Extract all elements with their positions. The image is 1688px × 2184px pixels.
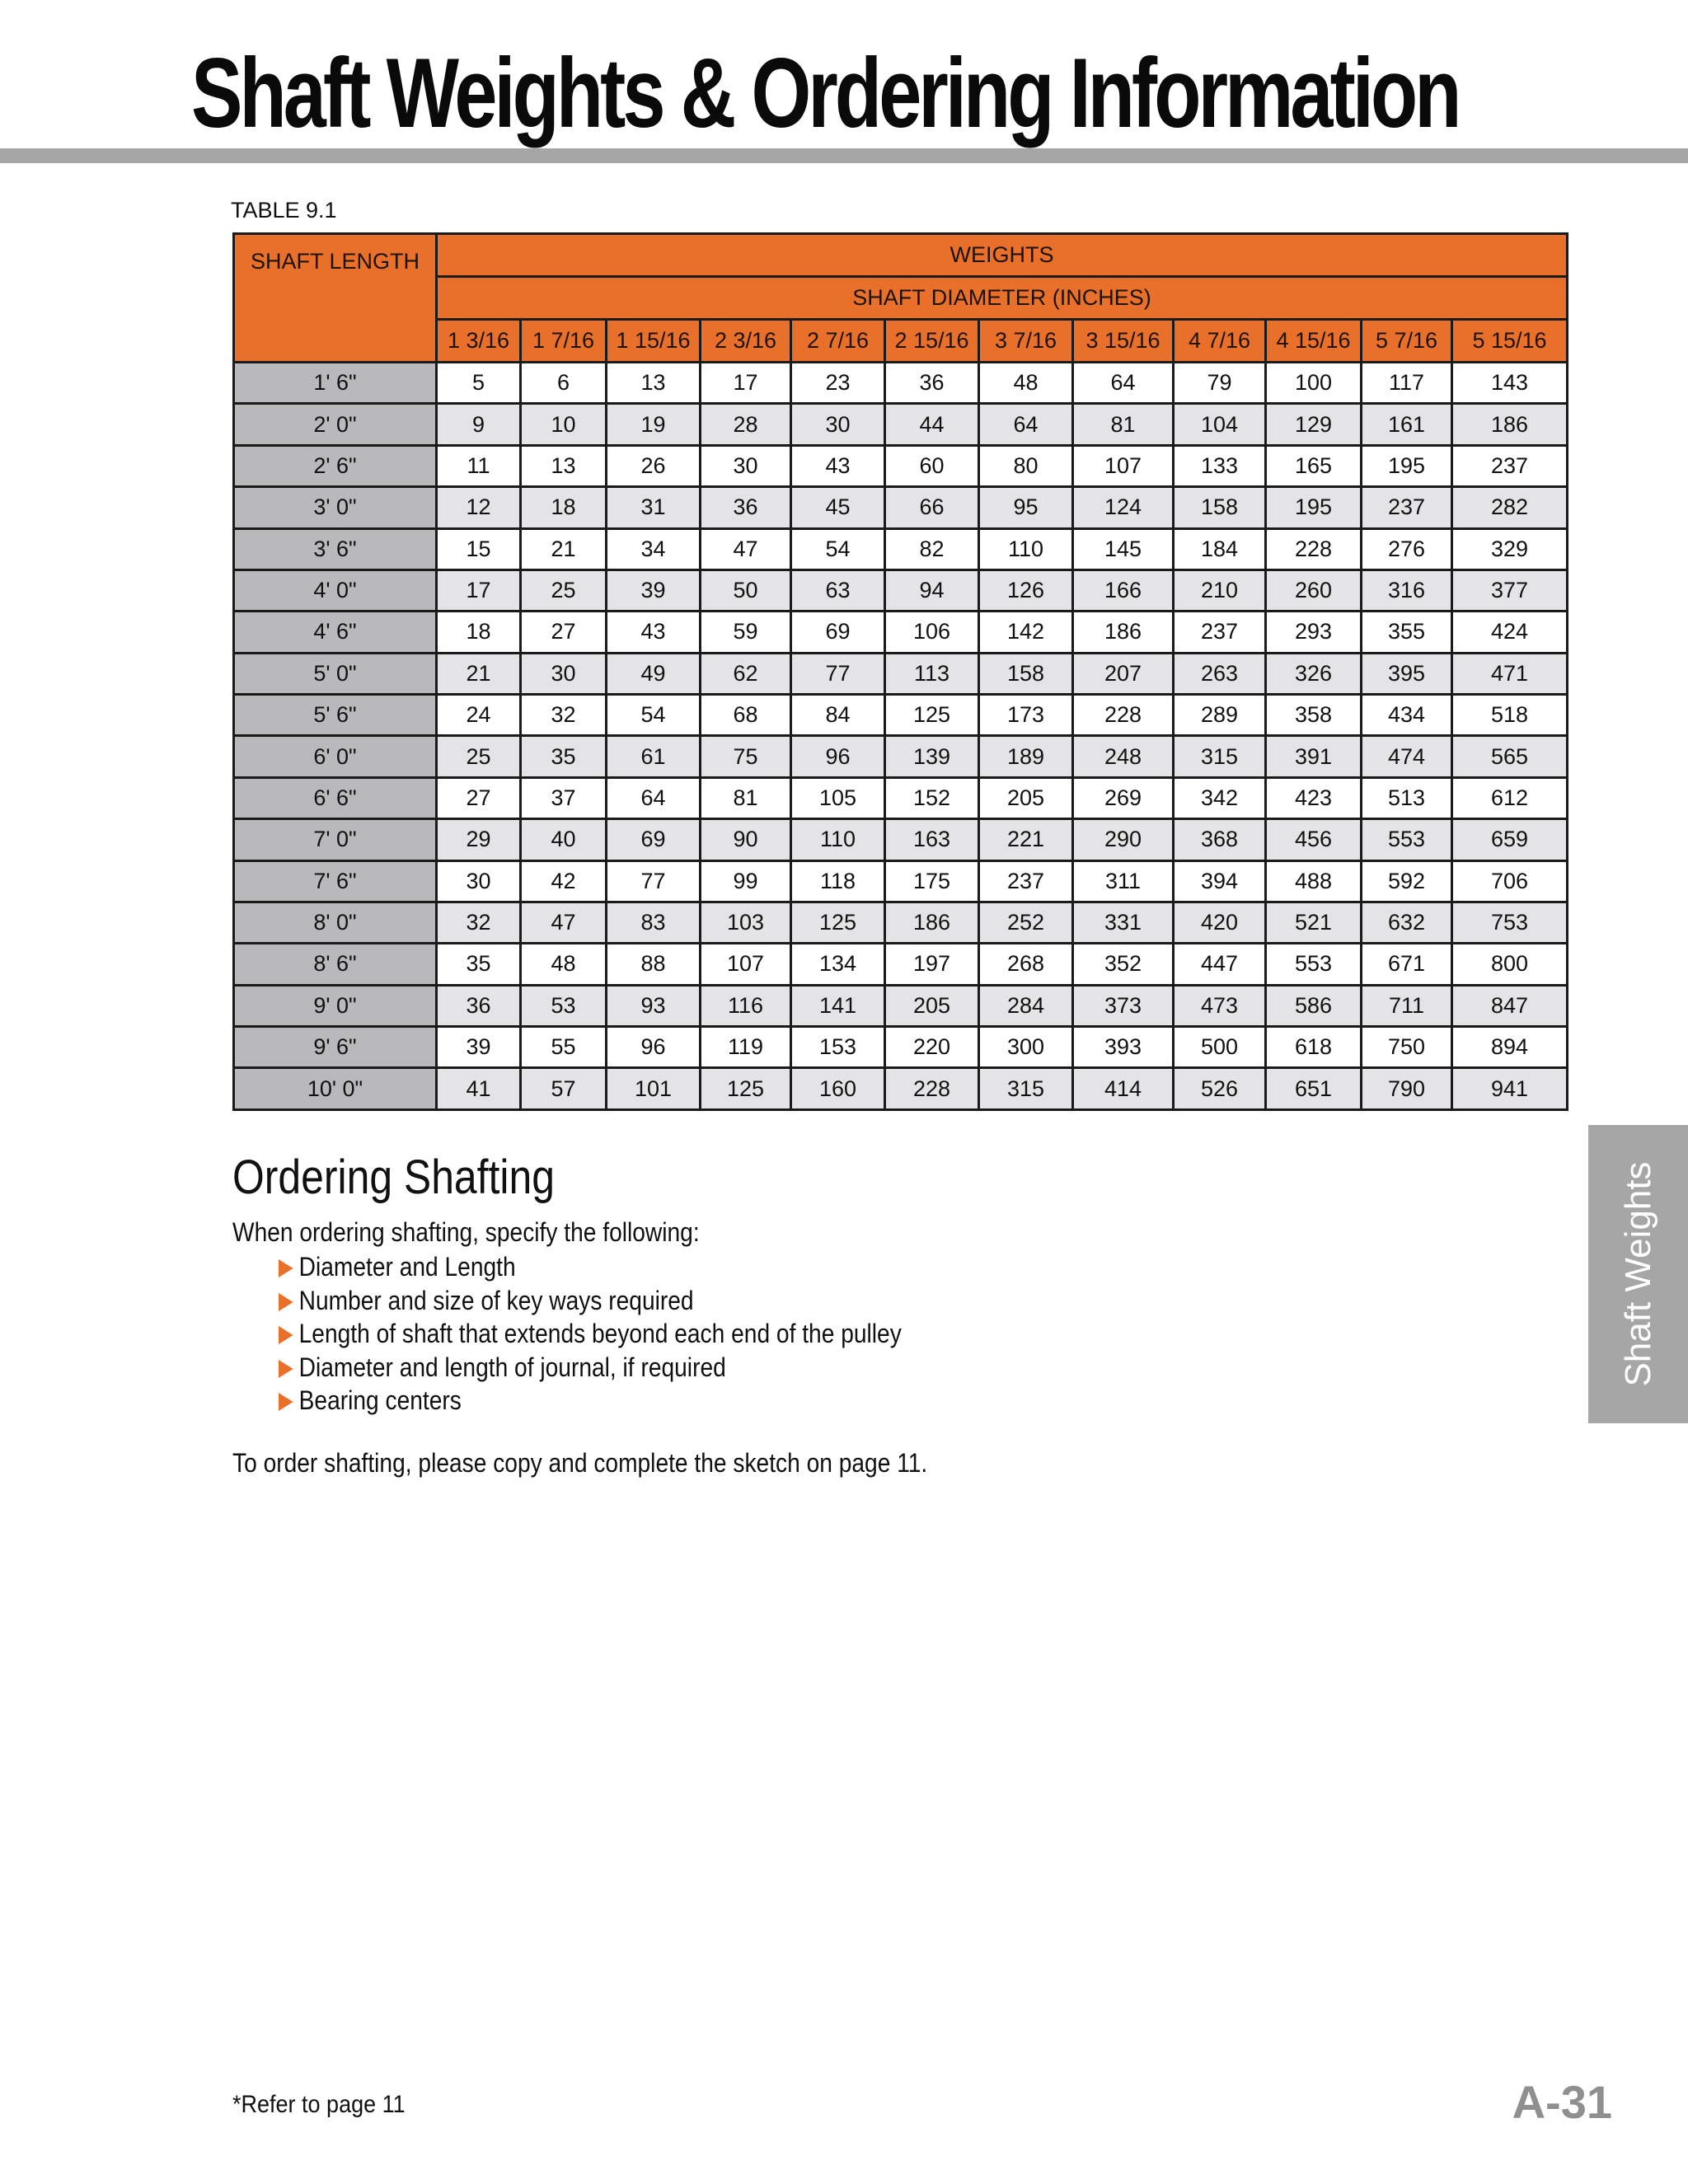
- weight-cell: 237: [1452, 445, 1568, 486]
- weight-cell: 711: [1362, 985, 1452, 1026]
- weight-cell: 93: [607, 985, 701, 1026]
- shaft-length-cell: 2' 0": [234, 404, 437, 445]
- diameter-header: 5 7/16: [1362, 320, 1452, 363]
- weight-cell: 30: [791, 404, 885, 445]
- footnote: *Refer to page 11: [232, 2091, 406, 2118]
- page-title: Shaft Weights & Ordering Information: [191, 38, 1459, 148]
- weight-cell: 316: [1362, 569, 1452, 611]
- weight-cell: 237: [1174, 612, 1266, 653]
- weight-cell: 94: [885, 569, 979, 611]
- shaft-length-cell: 9' 6": [234, 1027, 437, 1068]
- weight-cell: 553: [1362, 819, 1452, 860]
- weight-cell: 252: [979, 902, 1073, 943]
- diameter-header: 3 15/16: [1073, 320, 1174, 363]
- weight-cell: 116: [701, 985, 791, 1026]
- weight-cell: 133: [1174, 445, 1266, 486]
- weight-cell: 618: [1266, 1027, 1362, 1068]
- weight-cell: 103: [701, 902, 791, 943]
- weight-cell: 129: [1266, 404, 1362, 445]
- weight-cell: 39: [607, 569, 701, 611]
- weight-cell: 43: [607, 612, 701, 653]
- weight-cell: 471: [1452, 653, 1568, 694]
- weight-cell: 141: [791, 985, 885, 1026]
- weight-cell: 373: [1073, 985, 1174, 1026]
- table-row: [234, 612, 1568, 653]
- weight-cell: 42: [521, 860, 607, 902]
- weight-cell: 205: [885, 985, 979, 1026]
- list-item: [279, 1351, 902, 1385]
- triangle-bullet-icon: [279, 1393, 293, 1411]
- ordering-heading: Ordering Shafting: [232, 1151, 555, 1204]
- weight-cell: 293: [1266, 612, 1362, 653]
- weight-cell: 29: [437, 819, 521, 860]
- shaft-length-cell: 9' 0": [234, 985, 437, 1026]
- table-row: [234, 695, 1568, 736]
- weight-cell: 53: [521, 985, 607, 1026]
- list-item-text: Bearing centers: [298, 1385, 462, 1415]
- weight-cell: 521: [1266, 902, 1362, 943]
- weight-cell: 24: [437, 695, 521, 736]
- diameter-header: 2 15/16: [885, 320, 979, 363]
- weight-cell: 31: [607, 487, 701, 528]
- diameter-header: 2 7/16: [791, 320, 885, 363]
- weight-cell: 300: [979, 1027, 1073, 1068]
- weight-cell: 518: [1452, 695, 1568, 736]
- weight-cell: 19: [607, 404, 701, 445]
- weight-cell: 107: [1073, 445, 1174, 486]
- weight-cell: 195: [1362, 445, 1452, 486]
- weight-cell: 434: [1362, 695, 1452, 736]
- diameter-header: 2 3/16: [701, 320, 791, 363]
- weight-cell: 145: [1073, 528, 1174, 569]
- weight-cell: 32: [437, 902, 521, 943]
- weight-cell: 48: [979, 363, 1073, 404]
- weight-cell: 47: [521, 902, 607, 943]
- weight-cell: 474: [1362, 736, 1452, 777]
- weight-cell: 18: [437, 612, 521, 653]
- weight-cell: 414: [1073, 1068, 1174, 1110]
- diameter-header: 4 15/16: [1266, 320, 1362, 363]
- weight-cell: 207: [1073, 653, 1174, 694]
- weight-cell: 39: [437, 1027, 521, 1068]
- weight-cell: 30: [701, 445, 791, 486]
- weight-cell: 26: [607, 445, 701, 486]
- weight-cell: 110: [791, 819, 885, 860]
- list-item: [279, 1317, 902, 1351]
- shaft-length-cell: 2' 6": [234, 445, 437, 486]
- weight-cell: 54: [607, 695, 701, 736]
- weight-cell: 228: [1073, 695, 1174, 736]
- weight-cell: 57: [521, 1068, 607, 1110]
- weight-cell: 63: [791, 569, 885, 611]
- shaft-length-cell: 8' 0": [234, 902, 437, 943]
- weight-cell: 260: [1266, 569, 1362, 611]
- weight-cell: 27: [437, 777, 521, 818]
- weight-cell: 36: [437, 985, 521, 1026]
- weight-cell: 315: [979, 1068, 1073, 1110]
- weight-cell: 28: [701, 404, 791, 445]
- ordering-intro: When ordering shafting, specify the following:: [232, 1217, 700, 1247]
- weight-cell: 27: [521, 612, 607, 653]
- weight-cell: 326: [1266, 653, 1362, 694]
- weight-cell: 290: [1073, 819, 1174, 860]
- weight-cell: 565: [1452, 736, 1568, 777]
- weight-cell: 60: [885, 445, 979, 486]
- weight-cell: 106: [885, 612, 979, 653]
- weight-cell: 276: [1362, 528, 1452, 569]
- weight-cell: 64: [607, 777, 701, 818]
- shaft-length-cell: 10' 0": [234, 1068, 437, 1110]
- weight-cell: 36: [701, 487, 791, 528]
- weight-cell: 6: [521, 363, 607, 404]
- weight-cell: 173: [979, 695, 1073, 736]
- weight-cell: 125: [791, 902, 885, 943]
- weight-cell: 81: [701, 777, 791, 818]
- ordering-list: [279, 1250, 987, 1418]
- weight-cell: 117: [1362, 363, 1452, 404]
- table-row: [234, 985, 1568, 1026]
- weight-cell: 45: [791, 487, 885, 528]
- triangle-bullet-icon: [279, 1326, 293, 1344]
- weight-cell: 315: [1174, 736, 1266, 777]
- table-row: [234, 528, 1568, 569]
- shaft-length-header: [234, 234, 437, 363]
- weight-cell: 352: [1073, 944, 1174, 985]
- weight-cell: 210: [1174, 569, 1266, 611]
- weight-cell: 750: [1362, 1027, 1452, 1068]
- weight-cell: 153: [791, 1027, 885, 1068]
- weight-cell: 228: [885, 1068, 979, 1110]
- weight-cell: 66: [885, 487, 979, 528]
- weight-cell: 420: [1174, 902, 1266, 943]
- weight-cell: 32: [521, 695, 607, 736]
- weight-cell: 37: [521, 777, 607, 818]
- weight-cell: 184: [1174, 528, 1266, 569]
- table-row: [234, 487, 1568, 528]
- weight-cell: 43: [791, 445, 885, 486]
- weight-cell: 220: [885, 1027, 979, 1068]
- weight-cell: 894: [1452, 1027, 1568, 1068]
- weight-cell: 391: [1266, 736, 1362, 777]
- weight-cell: 101: [607, 1068, 701, 1110]
- weights-header: WEIGHTS: [437, 234, 1568, 277]
- weight-cell: 424: [1452, 612, 1568, 653]
- weight-cell: 175: [885, 860, 979, 902]
- weight-cell: 377: [1452, 569, 1568, 611]
- weight-cell: 941: [1452, 1068, 1568, 1110]
- weight-cell: 30: [521, 653, 607, 694]
- diameter-header: 1 15/16: [607, 320, 701, 363]
- weight-cell: 142: [979, 612, 1073, 653]
- weight-cell: 81: [1073, 404, 1174, 445]
- weight-cell: 95: [979, 487, 1073, 528]
- diameter-header: 5 15/16: [1452, 320, 1568, 363]
- table-row: [234, 860, 1568, 902]
- list-item: [279, 1284, 902, 1318]
- weight-cell: 35: [521, 736, 607, 777]
- weight-cell: 113: [885, 653, 979, 694]
- list-item-text: Length of shaft that extends beyond each end of the pulley: [298, 1319, 902, 1348]
- weight-cell: 456: [1266, 819, 1362, 860]
- weight-cell: 77: [607, 860, 701, 902]
- weight-cell: 651: [1266, 1068, 1362, 1110]
- diameter-header: 1 7/16: [521, 320, 607, 363]
- table-row: [234, 404, 1568, 445]
- weight-cell: 513: [1362, 777, 1452, 818]
- weight-cell: 329: [1452, 528, 1568, 569]
- weight-cell: 289: [1174, 695, 1266, 736]
- weight-cell: 355: [1362, 612, 1452, 653]
- diameter-header: 1 3/16: [437, 320, 521, 363]
- shaft-length-cell: 3' 0": [234, 487, 437, 528]
- weight-cell: 40: [521, 819, 607, 860]
- weight-cell: 205: [979, 777, 1073, 818]
- weight-cell: 118: [791, 860, 885, 902]
- shaft-length-cell: 8' 6": [234, 944, 437, 985]
- weight-cell: 586: [1266, 985, 1362, 1026]
- weight-cell: 186: [1452, 404, 1568, 445]
- table-label: TABLE 9.1: [231, 198, 337, 223]
- weight-cell: 64: [979, 404, 1073, 445]
- weight-cell: 96: [791, 736, 885, 777]
- weight-cell: 10: [521, 404, 607, 445]
- weight-cell: 5: [437, 363, 521, 404]
- weight-cell: 62: [701, 653, 791, 694]
- weight-cell: 221: [979, 819, 1073, 860]
- weight-cell: 54: [791, 528, 885, 569]
- weight-cell: 311: [1073, 860, 1174, 902]
- triangle-bullet-icon: [279, 1293, 293, 1311]
- weight-cell: 69: [607, 819, 701, 860]
- weight-cell: 139: [885, 736, 979, 777]
- weight-cell: 163: [885, 819, 979, 860]
- weight-cell: 143: [1452, 363, 1568, 404]
- weight-cell: 96: [607, 1027, 701, 1068]
- table-row: [234, 819, 1568, 860]
- weight-cell: 104: [1174, 404, 1266, 445]
- list-item-text: Diameter and length of journal, if required: [298, 1352, 726, 1382]
- list-item-text: Number and size of key ways required: [298, 1285, 694, 1315]
- weight-cell: 473: [1174, 985, 1266, 1026]
- weight-cell: 592: [1362, 860, 1452, 902]
- shaft-length-cell: 5' 0": [234, 653, 437, 694]
- weight-cell: 186: [1073, 612, 1174, 653]
- weight-cell: 15: [437, 528, 521, 569]
- shaft-length-cell: 7' 6": [234, 860, 437, 902]
- weight-cell: 847: [1452, 985, 1568, 1026]
- weight-cell: 125: [701, 1068, 791, 1110]
- weight-cell: 358: [1266, 695, 1362, 736]
- weight-cell: 124: [1073, 487, 1174, 528]
- table-row: [234, 445, 1568, 486]
- shaft-length-cell: 5' 6": [234, 695, 437, 736]
- table-row: [234, 777, 1568, 818]
- weight-cell: 69: [791, 612, 885, 653]
- weight-cell: 500: [1174, 1027, 1266, 1068]
- weight-cell: 105: [791, 777, 885, 818]
- weight-cell: 166: [1073, 569, 1174, 611]
- ordering-closing: To order shafting, please copy and complete the sketch on page 11.: [232, 1448, 928, 1478]
- weight-cell: 50: [701, 569, 791, 611]
- shaft-length-cell: 7' 0": [234, 819, 437, 860]
- weight-cell: 526: [1174, 1068, 1266, 1110]
- weight-cell: 30: [437, 860, 521, 902]
- table-row: [234, 363, 1568, 404]
- list-item: [279, 1384, 902, 1418]
- weight-cell: 284: [979, 985, 1073, 1026]
- weight-cell: 82: [885, 528, 979, 569]
- weight-cell: 13: [607, 363, 701, 404]
- table-row: [234, 1027, 1568, 1068]
- weight-cell: 125: [885, 695, 979, 736]
- weight-cell: 160: [791, 1068, 885, 1110]
- weight-cell: 21: [521, 528, 607, 569]
- list-item-text: Diameter and Length: [298, 1252, 516, 1282]
- weight-cell: 186: [885, 902, 979, 943]
- weight-cell: 25: [521, 569, 607, 611]
- weight-cell: 706: [1452, 860, 1568, 902]
- weight-cell: 21: [437, 653, 521, 694]
- weight-cell: 268: [979, 944, 1073, 985]
- weight-cell: 612: [1452, 777, 1568, 818]
- weight-cell: 632: [1362, 902, 1452, 943]
- weight-cell: 800: [1452, 944, 1568, 985]
- weight-cell: 9: [437, 404, 521, 445]
- weight-cell: 165: [1266, 445, 1362, 486]
- weight-cell: 77: [791, 653, 885, 694]
- weight-cell: 134: [791, 944, 885, 985]
- weight-cell: 36: [885, 363, 979, 404]
- shaft-length-cell: 6' 6": [234, 777, 437, 818]
- title-rule: [0, 148, 1688, 163]
- table-row: [234, 653, 1568, 694]
- list-item: [279, 1250, 902, 1284]
- diameter-header: 4 7/16: [1174, 320, 1266, 363]
- side-tab-label: Shaft Weights: [1617, 1161, 1658, 1387]
- weight-cell: 189: [979, 736, 1073, 777]
- weight-cell: 41: [437, 1068, 521, 1110]
- triangle-bullet-icon: [279, 1259, 293, 1277]
- table-row: [234, 944, 1568, 985]
- weight-cell: 79: [1174, 363, 1266, 404]
- weight-cell: 100: [1266, 363, 1362, 404]
- weights-body: [234, 363, 1568, 1110]
- weight-cell: 393: [1073, 1027, 1174, 1068]
- weight-cell: 12: [437, 487, 521, 528]
- table-row: [234, 1068, 1568, 1110]
- weight-cell: 394: [1174, 860, 1266, 902]
- side-tab[interactable]: [1588, 1125, 1688, 1423]
- weight-cell: 84: [791, 695, 885, 736]
- weight-cell: 17: [701, 363, 791, 404]
- weight-cell: 158: [1174, 487, 1266, 528]
- weight-cell: 488: [1266, 860, 1362, 902]
- weight-cell: 395: [1362, 653, 1452, 694]
- weight-cell: 331: [1073, 902, 1174, 943]
- weight-cell: 282: [1452, 487, 1568, 528]
- weight-cell: 23: [791, 363, 885, 404]
- weight-cell: 88: [607, 944, 701, 985]
- weight-cell: 17: [437, 569, 521, 611]
- weight-cell: 753: [1452, 902, 1568, 943]
- weight-cell: 790: [1362, 1068, 1452, 1110]
- table-row: [234, 736, 1568, 777]
- weight-cell: 119: [701, 1027, 791, 1068]
- weight-cell: 195: [1266, 487, 1362, 528]
- shaft-length-cell: 4' 6": [234, 612, 437, 653]
- shaft-length-cell: 4' 0": [234, 569, 437, 611]
- shaft-length-cell: 3' 6": [234, 528, 437, 569]
- table-row: [234, 569, 1568, 611]
- weight-cell: 342: [1174, 777, 1266, 818]
- weight-cell: 248: [1073, 736, 1174, 777]
- weight-cell: 90: [701, 819, 791, 860]
- weight-cell: 99: [701, 860, 791, 902]
- weight-cell: 237: [979, 860, 1073, 902]
- weight-cell: 228: [1266, 528, 1362, 569]
- weight-cell: 34: [607, 528, 701, 569]
- weight-cell: 671: [1362, 944, 1452, 985]
- weight-cell: 13: [521, 445, 607, 486]
- diameter-header: 3 7/16: [979, 320, 1073, 363]
- weight-cell: 447: [1174, 944, 1266, 985]
- shaft-length-cell: 6' 0": [234, 736, 437, 777]
- weight-cell: 197: [885, 944, 979, 985]
- weight-cell: 48: [521, 944, 607, 985]
- weight-cell: 25: [437, 736, 521, 777]
- shaft-weights-table: [232, 232, 1568, 1111]
- weight-cell: 368: [1174, 819, 1266, 860]
- weight-cell: 423: [1266, 777, 1362, 818]
- shaft-diameter-header: SHAFT DIAMETER (INCHES): [437, 277, 1568, 320]
- weight-cell: 158: [979, 653, 1073, 694]
- weight-cell: 47: [701, 528, 791, 569]
- weight-cell: 18: [521, 487, 607, 528]
- weight-cell: 152: [885, 777, 979, 818]
- weight-cell: 44: [885, 404, 979, 445]
- triangle-bullet-icon: [279, 1360, 293, 1378]
- weight-cell: 80: [979, 445, 1073, 486]
- weight-cell: 553: [1266, 944, 1362, 985]
- weight-cell: 107: [701, 944, 791, 985]
- weight-cell: 35: [437, 944, 521, 985]
- weight-cell: 49: [607, 653, 701, 694]
- weight-cell: 64: [1073, 363, 1174, 404]
- weight-cell: 68: [701, 695, 791, 736]
- weight-cell: 269: [1073, 777, 1174, 818]
- table-row: [234, 902, 1568, 943]
- shaft-length-cell: 1' 6": [234, 363, 437, 404]
- shaft-length-header-label: SHAFT LENGTH: [250, 248, 420, 274]
- weight-cell: 11: [437, 445, 521, 486]
- weight-cell: 110: [979, 528, 1073, 569]
- weight-cell: 75: [701, 736, 791, 777]
- weight-cell: 59: [701, 612, 791, 653]
- weight-cell: 83: [607, 902, 701, 943]
- weight-cell: 55: [521, 1027, 607, 1068]
- weight-cell: 161: [1362, 404, 1452, 445]
- weight-cell: 263: [1174, 653, 1266, 694]
- weight-cell: 61: [607, 736, 701, 777]
- weight-cell: 659: [1452, 819, 1568, 860]
- page-number: A-31: [1512, 2076, 1612, 2128]
- weight-cell: 126: [979, 569, 1073, 611]
- weight-cell: 237: [1362, 487, 1452, 528]
